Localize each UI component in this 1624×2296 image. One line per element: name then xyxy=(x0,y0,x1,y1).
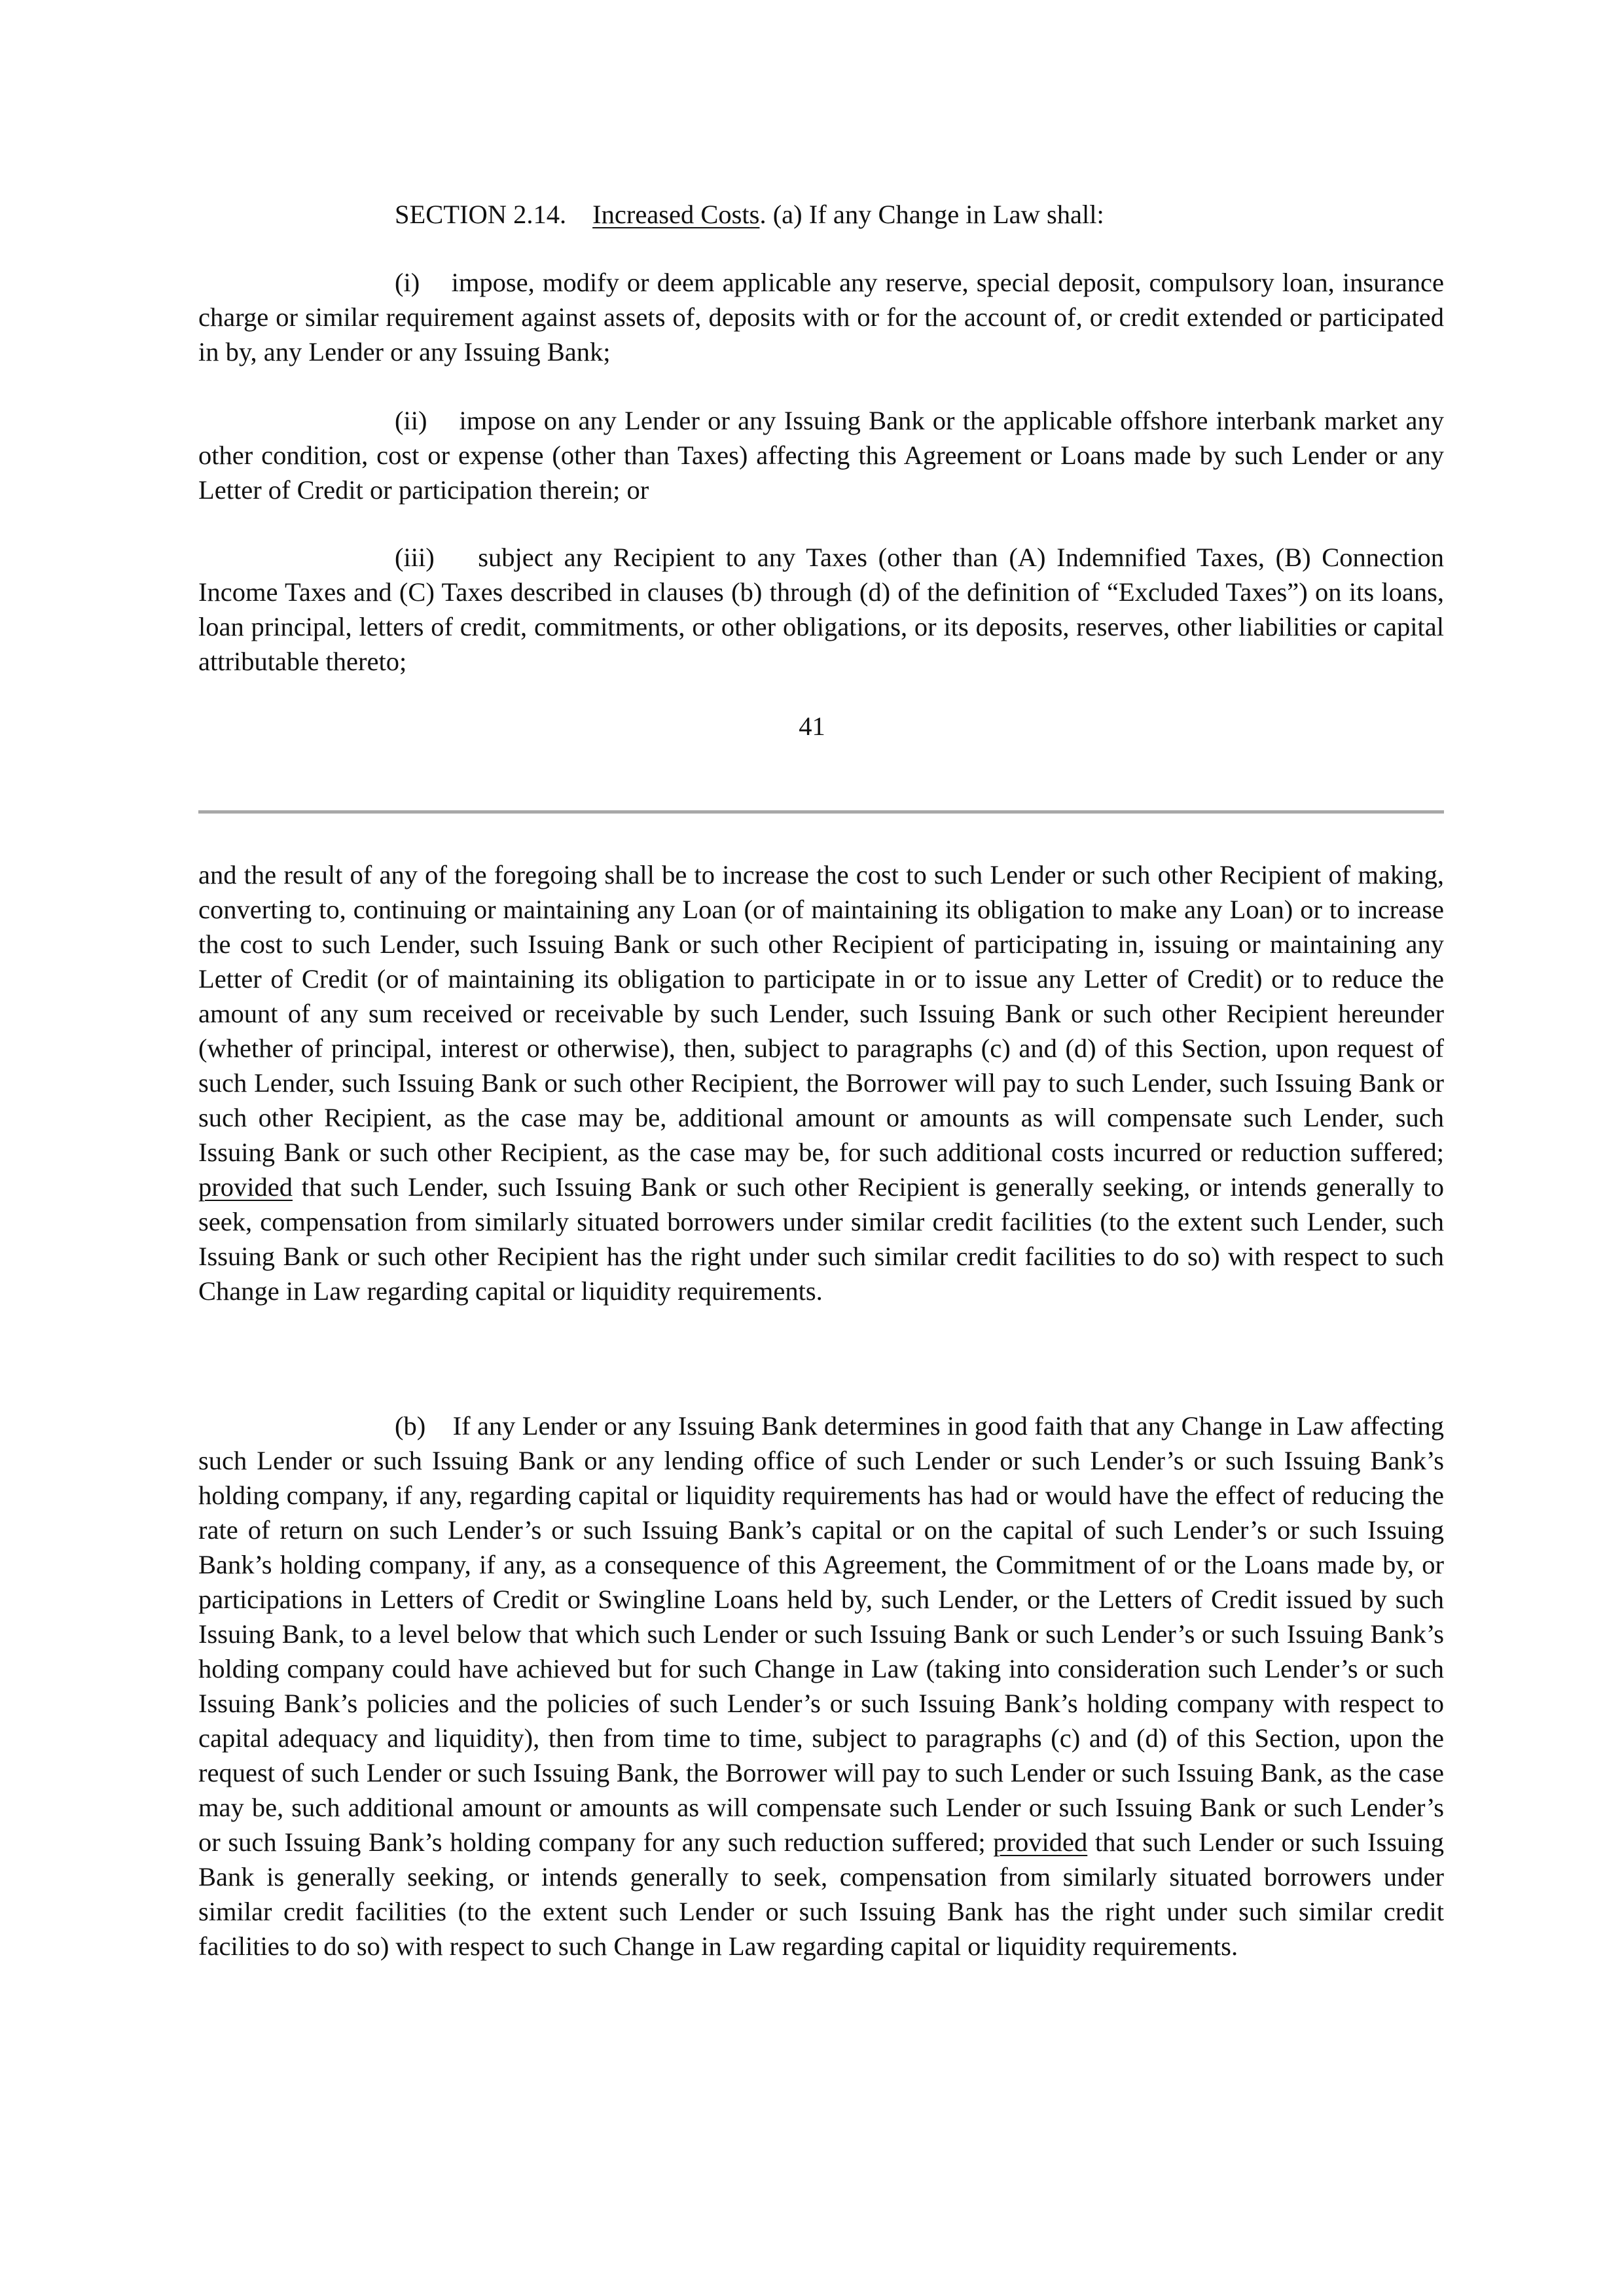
continuation-paragraph xyxy=(198,857,1444,1308)
clause-iii xyxy=(198,540,1451,679)
clause-ii-text: (ii) impose on any Lender or any Issuing Bank or the applicable offshore interbank market any other condition, cost or expense (other than Taxes) affecting this Agreement or Loans made by such Lender or any Letter of Credit or participation therein; or xyxy=(198,406,1451,505)
page-divider xyxy=(198,810,1444,814)
section-lead-in: . (a) If any Change in Law shall: xyxy=(759,200,1104,229)
section-heading xyxy=(395,197,1104,232)
provided-term: provided xyxy=(198,1172,293,1202)
paragraph-b-part-1: (b) If any Lender or any Issuing Bank determines in good faith that any Change in Law affecting such Lender or such Issuing Bank or any lending office of such Lender or such Lender’s or such Issuing Bank’s holding company, if any, regarding capital or liquidity requirements has had or would have the effect of reducing the rate of return on such Lender’s or such Issuing Bank’s capital or on the capital of such Lender’s or such Issuing Bank’s holding company, if any, as a consequence of this Agreement, the Commitment of or the Loans made by, or participations in Letters of Credit or Swingline Loans held by, such Lender, or the Letters of Credit issued by such Issuing Bank, to a level below that which such Lender or such Issuing Bank or such Lender’s or such Issuing Bank’s holding company could have achieved but for such Change in Law (taking into consideration such Lender’s or such Issuing Bank’s policies and the policies of such Lender’s or such Issuing Bank’s holding company with respect to capital adequacy and liquidity), then from time to time, subject to paragraphs (c) and (d) of this Section, upon the request of such Lender or such Issuing Bank, the Borrower will pay to such Lender or such Issuing Bank, as the case may be, such additional amount or amounts as will compensate such Lender or such Issuing Bank or such Lender’s or such Issuing Bank’s holding company for any such reduction suffered; xyxy=(198,1411,1451,1857)
continuation-part-2: that such Lender, such Issuing Bank or such other Recipient is generally seeking, or intends generally to seek, compensation from similarly situated borrowers under similar credit facilities (to the extent such Lender, such Issuing Bank or such other Recipient has the right under such similar credit facilities to do so) with respect to such Change in Law regarding capital or liquidity requirements. xyxy=(198,1172,1444,1306)
clause-i-text: (i) impose, modify or deem applicable any reserve, special deposit, compulsory loan, insurance charge or similar requirement against assets of, deposits with or for the account of, or credit extended or participated in by, any Lender or any Issuing Bank; xyxy=(198,268,1451,367)
continuation-text xyxy=(198,857,1444,1308)
paragraph-b-text xyxy=(198,1408,1451,1964)
section-title: Increased Costs xyxy=(592,200,760,229)
clause-iii-text: (iii) subject any Recipient to any Taxes (other than (A) Indemnified Taxes, (B) Connection Income Taxes and (C) Taxes described in clauses (b) through (d) of the definition of “Excluded Taxes”) on its loans, loan principal, letters of credit, commitments, or other obligations, or its deposits, reserves, other liabilities or capital attributable thereto; xyxy=(198,543,1451,676)
continuation-part-1: and the result of any of the foregoing shall be to increase the cost to such Lender or such other Recipient of making, converting to, continuing or maintaining any Loan (or of maintaining its obligation to make any Loan) or to increase the cost to such Lender, such Issuing Bank or such other Recipient of participating in, issuing or maintaining any Letter of Credit (or of maintaining its obligation to participate in or to issue any Letter of Credit) or to reduce the amount of any sum received or receivable by such Lender, such Issuing Bank or such other Recipient hereunder (whether of principal, interest or otherwise), then, subject to paragraphs (c) and (d) of this Section, upon request of such Lender, such Issuing Bank or such other Recipient, the Borrower will pay to such Lender, such Issuing Bank or such other Recipient, as the case may be, additional amount or amounts as will compensate such Lender, such Issuing Bank or such other Recipient, as the case may be, for such additional costs incurred or reduction suffered; xyxy=(198,860,1444,1167)
clause-ii xyxy=(198,403,1451,507)
provided-term: provided xyxy=(993,1827,1088,1857)
clause-i xyxy=(198,265,1451,369)
paragraph-b-part-2: that such Lender or such Issuing Bank is generally seeking, or intends generally to seek, compensation from similarly situated borrowers under similar credit facilities (to the extent such Lender or such Issuing Bank has the right under such similar credit facilities to do so) with respect to such Change in Law regarding capital or liquidity requirements. xyxy=(198,1827,1451,1961)
paragraph-b xyxy=(198,1408,1451,1964)
section-number: SECTION 2.14. xyxy=(395,200,567,229)
page-number: 41 xyxy=(799,711,825,741)
